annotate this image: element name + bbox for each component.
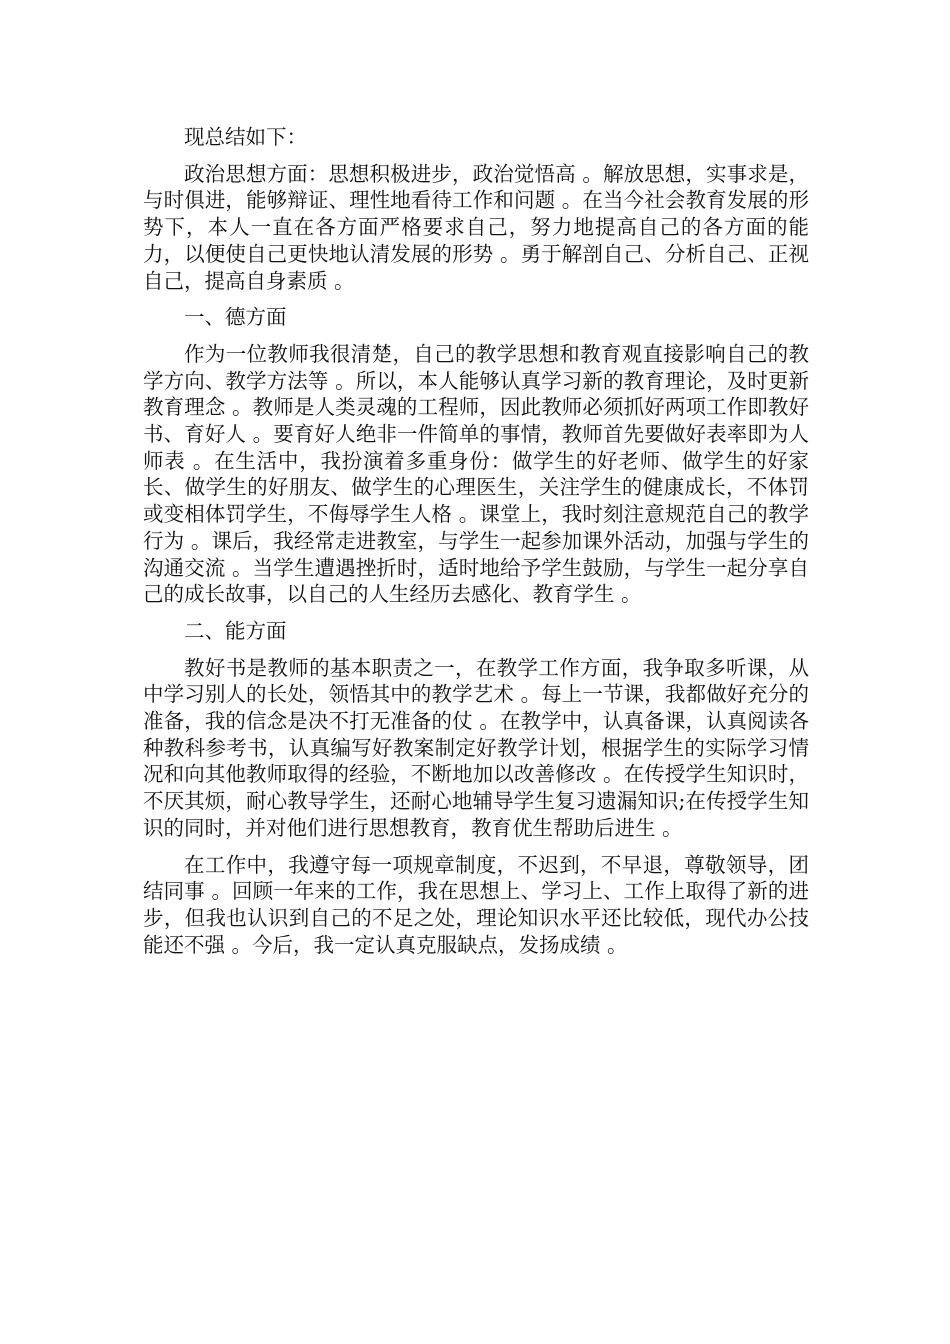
morality-paragraph: 作为一位教师我很清楚，自己的教学思想和教育观直接影响自己的教学方向、教学方法等 。所以，本人能够认真学习新的教育理论，及时更新教育理念 。教师是人类灵魂的工程师，因此教师必须抓好两项工作即教好书、育好人 。要育好人绝非一件简单的事情，教师首先要做好表率即为人师表 。在生活中，我扮演着多重身份：做学生的好老师、做学生的好家长、做学生的好朋友、做学生的心理医生，关注学生的健康成长，不体罚或变相体罚学生，不侮辱学生人格 。课堂上，我时刻注意规范自己的教学行为 。课后，我经常走进教室，与学生一起参加课外活动，加强与学生的沟通交流 。当学生遭遇挫折时，适时地给予学生鼓励，与学生一起分享自己的成长故事，以自己的人生经历去感化、教育学生 。 <box>143 341 809 607</box>
work-paragraph: 在工作中，我遵守每一项规章制度，不迟到，不早退，尊敬领导，团结同事 。回顾一年来的工作，我在思想上、学习上、工作上取得了新的进步，但我也认识到自己的不足之处，理论知识水平还比较低，现代办公技能还不强 。今后，我一定认真克服缺点，发扬成绩 。 <box>143 852 809 957</box>
ability-paragraph: 教好书是教师的基本职责之一，在教学工作方面，我争取多听课，从中学习别人的长处，领悟其中的教学艺术 。每上一节课，我都做好充分的准备，我的信念是决不打无准备的仗 。在教学中，认真备课，认真阅读各种教科参考书，认真编写好教案制定好教学计划，根据学生的实际学习情况和向其他教师取得的经验，不断地加以改善修改 。在传授学生知识时，不厌其烦，耐心教导学生，还耐心地辅导学生复习遗漏知识;在传授学生知识的同时，并对他们进行思想教育，教育优生帮助后进生 。 <box>143 655 809 840</box>
politics-paragraph: 政治思想方面：思想积极进步，政治觉悟高 。解放思想，实事求是，与时俱进，能够辩证、理性地看待工作和问题 。在当今社会教育发展的形势下，本人一直在各方面严格要求自己，努力地提高自己的各方面的能力，以便使自己更快地认清发展的形势 。勇于解剖自己、分析自己、正视自己，提高自身素质 。 <box>143 161 809 293</box>
intro-line: 现总结如下： <box>184 125 307 149</box>
section-heading-morality: 一、德方面 <box>184 305 287 330</box>
section-heading-ability: 二、能方面 <box>184 618 287 643</box>
document-body <box>143 124 809 968</box>
